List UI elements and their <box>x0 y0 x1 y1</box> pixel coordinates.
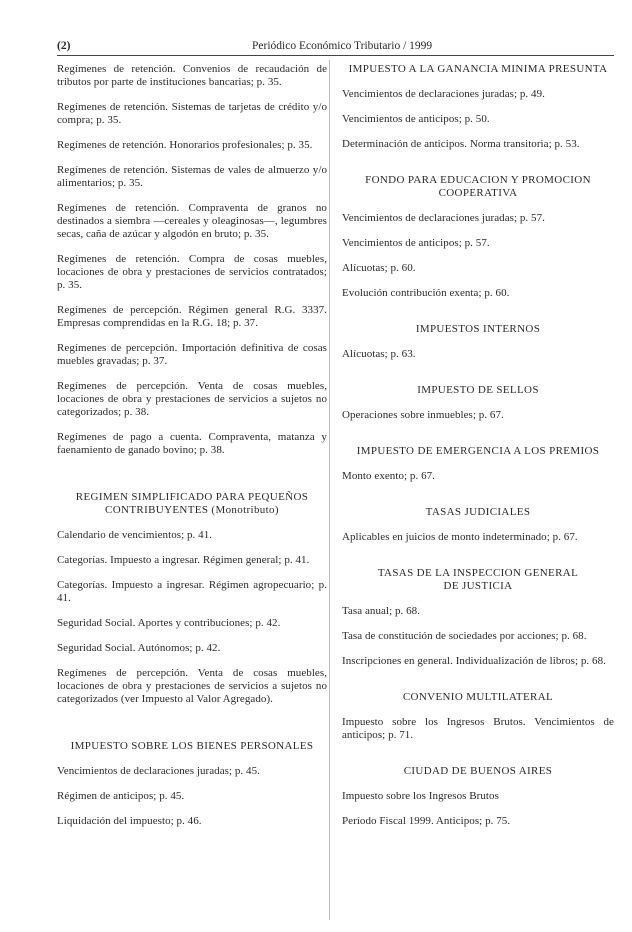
index-entry: Regímenes de percepción. Importación definitiva de cosas muebles gravadas; p. 37. <box>57 342 327 367</box>
section-heading-line: CONVENIO MULTILATERAL <box>402 691 554 703</box>
section-heading-line: REGIMEN SIMPLIFICADO PARA PEQUEÑOS <box>75 491 309 503</box>
section-heading-monotributo <box>57 491 327 517</box>
index-entry: Regímenes de retención. Compra de cosas muebles, locaciones de obra y prestaciones de servicios contratados; p. 35. <box>57 253 327 291</box>
section-heading-line: IMPUESTO DE EMERGENCIA A LOS PREMIOS <box>356 445 600 457</box>
index-entry: Monto exento; p. 67. <box>342 470 435 482</box>
page-number: (2) <box>57 40 71 52</box>
left-column <box>57 63 327 840</box>
section-heading-impuestos-internos <box>342 323 614 336</box>
index-entry: Regímenes de pago a cuenta. Compraventa, matanza y faenamiento de ganado bovino; p. 38. <box>57 431 327 456</box>
section-heading-ciudad-buenos-aires <box>342 765 614 778</box>
index-entry: Impuesto sobre los Ingresos Brutos <box>342 790 499 802</box>
index-entry: Seguridad Social. Autónomos; p. 42. <box>57 642 221 654</box>
index-entry: Tasa de constitución de sociedades por acciones; p. 68. <box>342 630 587 642</box>
index-entry: Regímenes de retención. Sistemas de tarjetas de crédito y/o compra; p. 35. <box>57 101 327 126</box>
index-entry: Regímenes de percepción. Venta de cosas muebles, locaciones de obra y prestaciones de servicios a sujetos no categorizados; p. 38. <box>57 380 327 418</box>
page-header <box>57 37 614 56</box>
section-heading-line: IMPUESTOS INTERNOS <box>415 323 541 335</box>
section-heading-line: TASAS DE LA INSPECCION GENERAL <box>377 567 579 579</box>
index-entry: Tasa anual; p. 68. <box>342 605 421 617</box>
index-entry: Período Fiscal 1999. Anticipos; p. 75. <box>342 815 511 827</box>
section-heading-emergencia-premios <box>342 445 614 458</box>
section-heading-tasas-judiciales <box>342 506 614 519</box>
right-column <box>342 63 614 840</box>
index-entry: Regímenes de retención. Convenios de recaudación de tributos por parte de instituciones bancarias; p. 35. <box>57 63 327 88</box>
index-entry: Vencimientos de declaraciones juradas; p. 45. <box>57 765 260 777</box>
index-entry: Alícuotas; p. 60. <box>342 262 416 274</box>
index-entry: Categorías. Impuesto a ingresar. Régimen general; p. 41. <box>57 554 310 566</box>
index-entry: Regímenes de retención. Compraventa de granos no destinados a siembra —cereales y oleaginosas—, legumbres secas, caña de azúcar y algodón en bruto; p. 35. <box>57 202 327 240</box>
index-entry: Régimen de anticipos; p. 45. <box>57 790 185 802</box>
index-entry: Vencimientos de declaraciones juradas; p. 57. <box>342 212 545 224</box>
section-heading-line: FONDO PARA EDUCACION Y PROMOCION <box>365 174 591 186</box>
section-heading-bienes-personales <box>57 740 327 753</box>
section-heading-line: IMPUESTO DE SELLOS <box>417 384 539 396</box>
section-heading-line: IMPUESTO A LA GANANCIA MINIMA PRESUNTA <box>348 63 608 75</box>
section-heading-fondo-educacion <box>342 174 614 200</box>
index-entry: Regímenes de percepción. Venta de cosas muebles, locaciones de obra y prestaciones de servicios a sujetos no categorizados (ver Impuesto al Valor Agregado). <box>57 667 327 705</box>
index-entry: Determinación de anticipos. Norma transitoria; p. 53. <box>342 138 580 150</box>
section-heading-line: COOPERATIVA <box>438 187 518 199</box>
index-entry: Regímenes de retención. Sistemas de vales de almuerzo y/o alimentarios; p. 35. <box>57 164 327 189</box>
section-heading-convenio-multilateral <box>342 691 614 704</box>
index-entry: Vencimientos de declaraciones juradas; p. 49. <box>342 88 545 100</box>
index-entry: Vencimientos de anticipos; p. 50. <box>342 113 490 125</box>
index-entry: Impuesto sobre los Ingresos Brutos. Vencimientos de anticipos; p. 71. <box>342 716 614 741</box>
index-entry: Liquidación del impuesto; p. 46. <box>57 815 202 827</box>
section-heading-line: TASAS JUDICIALES <box>425 506 531 518</box>
running-title: Periódico Económico Tributario / 1999 <box>252 40 433 52</box>
section-heading-line: CONTRIBUYENTES (Monotributo) <box>105 504 279 516</box>
column-divider <box>329 60 330 920</box>
section-heading-line: IMPUESTO SOBRE LOS BIENES PERSONALES <box>70 740 314 752</box>
index-entry: Categorías. Impuesto a ingresar. Régimen agropecuario; p. 41. <box>57 579 327 604</box>
section-heading-line: DE JUSTICIA <box>443 580 513 592</box>
index-entry: Calendario de vencimientos; p. 41. <box>57 529 213 541</box>
index-entry: Aplicables en juicios de monto indeterminado; p. 67. <box>342 531 578 543</box>
index-entry: Seguridad Social. Aportes y contribuciones; p. 42. <box>57 617 281 629</box>
index-entry: Regímenes de percepción. Régimen general R.G. 3337. Empresas comprendidas en la R.G. 18; p. 37. <box>57 304 327 329</box>
section-heading-impuesto-sellos <box>342 384 614 397</box>
index-entry: Regímenes de retención. Honorarios profesionales; p. 35. <box>57 139 313 151</box>
index-entry: Alícuotas; p. 63. <box>342 348 416 360</box>
index-entry: Inscripciones en general. Individualización de libros; p. 68. <box>342 655 606 667</box>
section-heading-ganancia-minima <box>342 63 614 76</box>
index-entry: Vencimientos de anticipos; p. 57. <box>342 237 490 249</box>
section-heading-inspeccion-justicia <box>342 567 614 593</box>
index-entry: Evolución contribución exenta; p. 60. <box>342 287 510 299</box>
section-heading-line: CIUDAD DE BUENOS AIRES <box>403 765 553 777</box>
index-entry: Operaciones sobre inmuebles; p. 67. <box>342 409 504 421</box>
